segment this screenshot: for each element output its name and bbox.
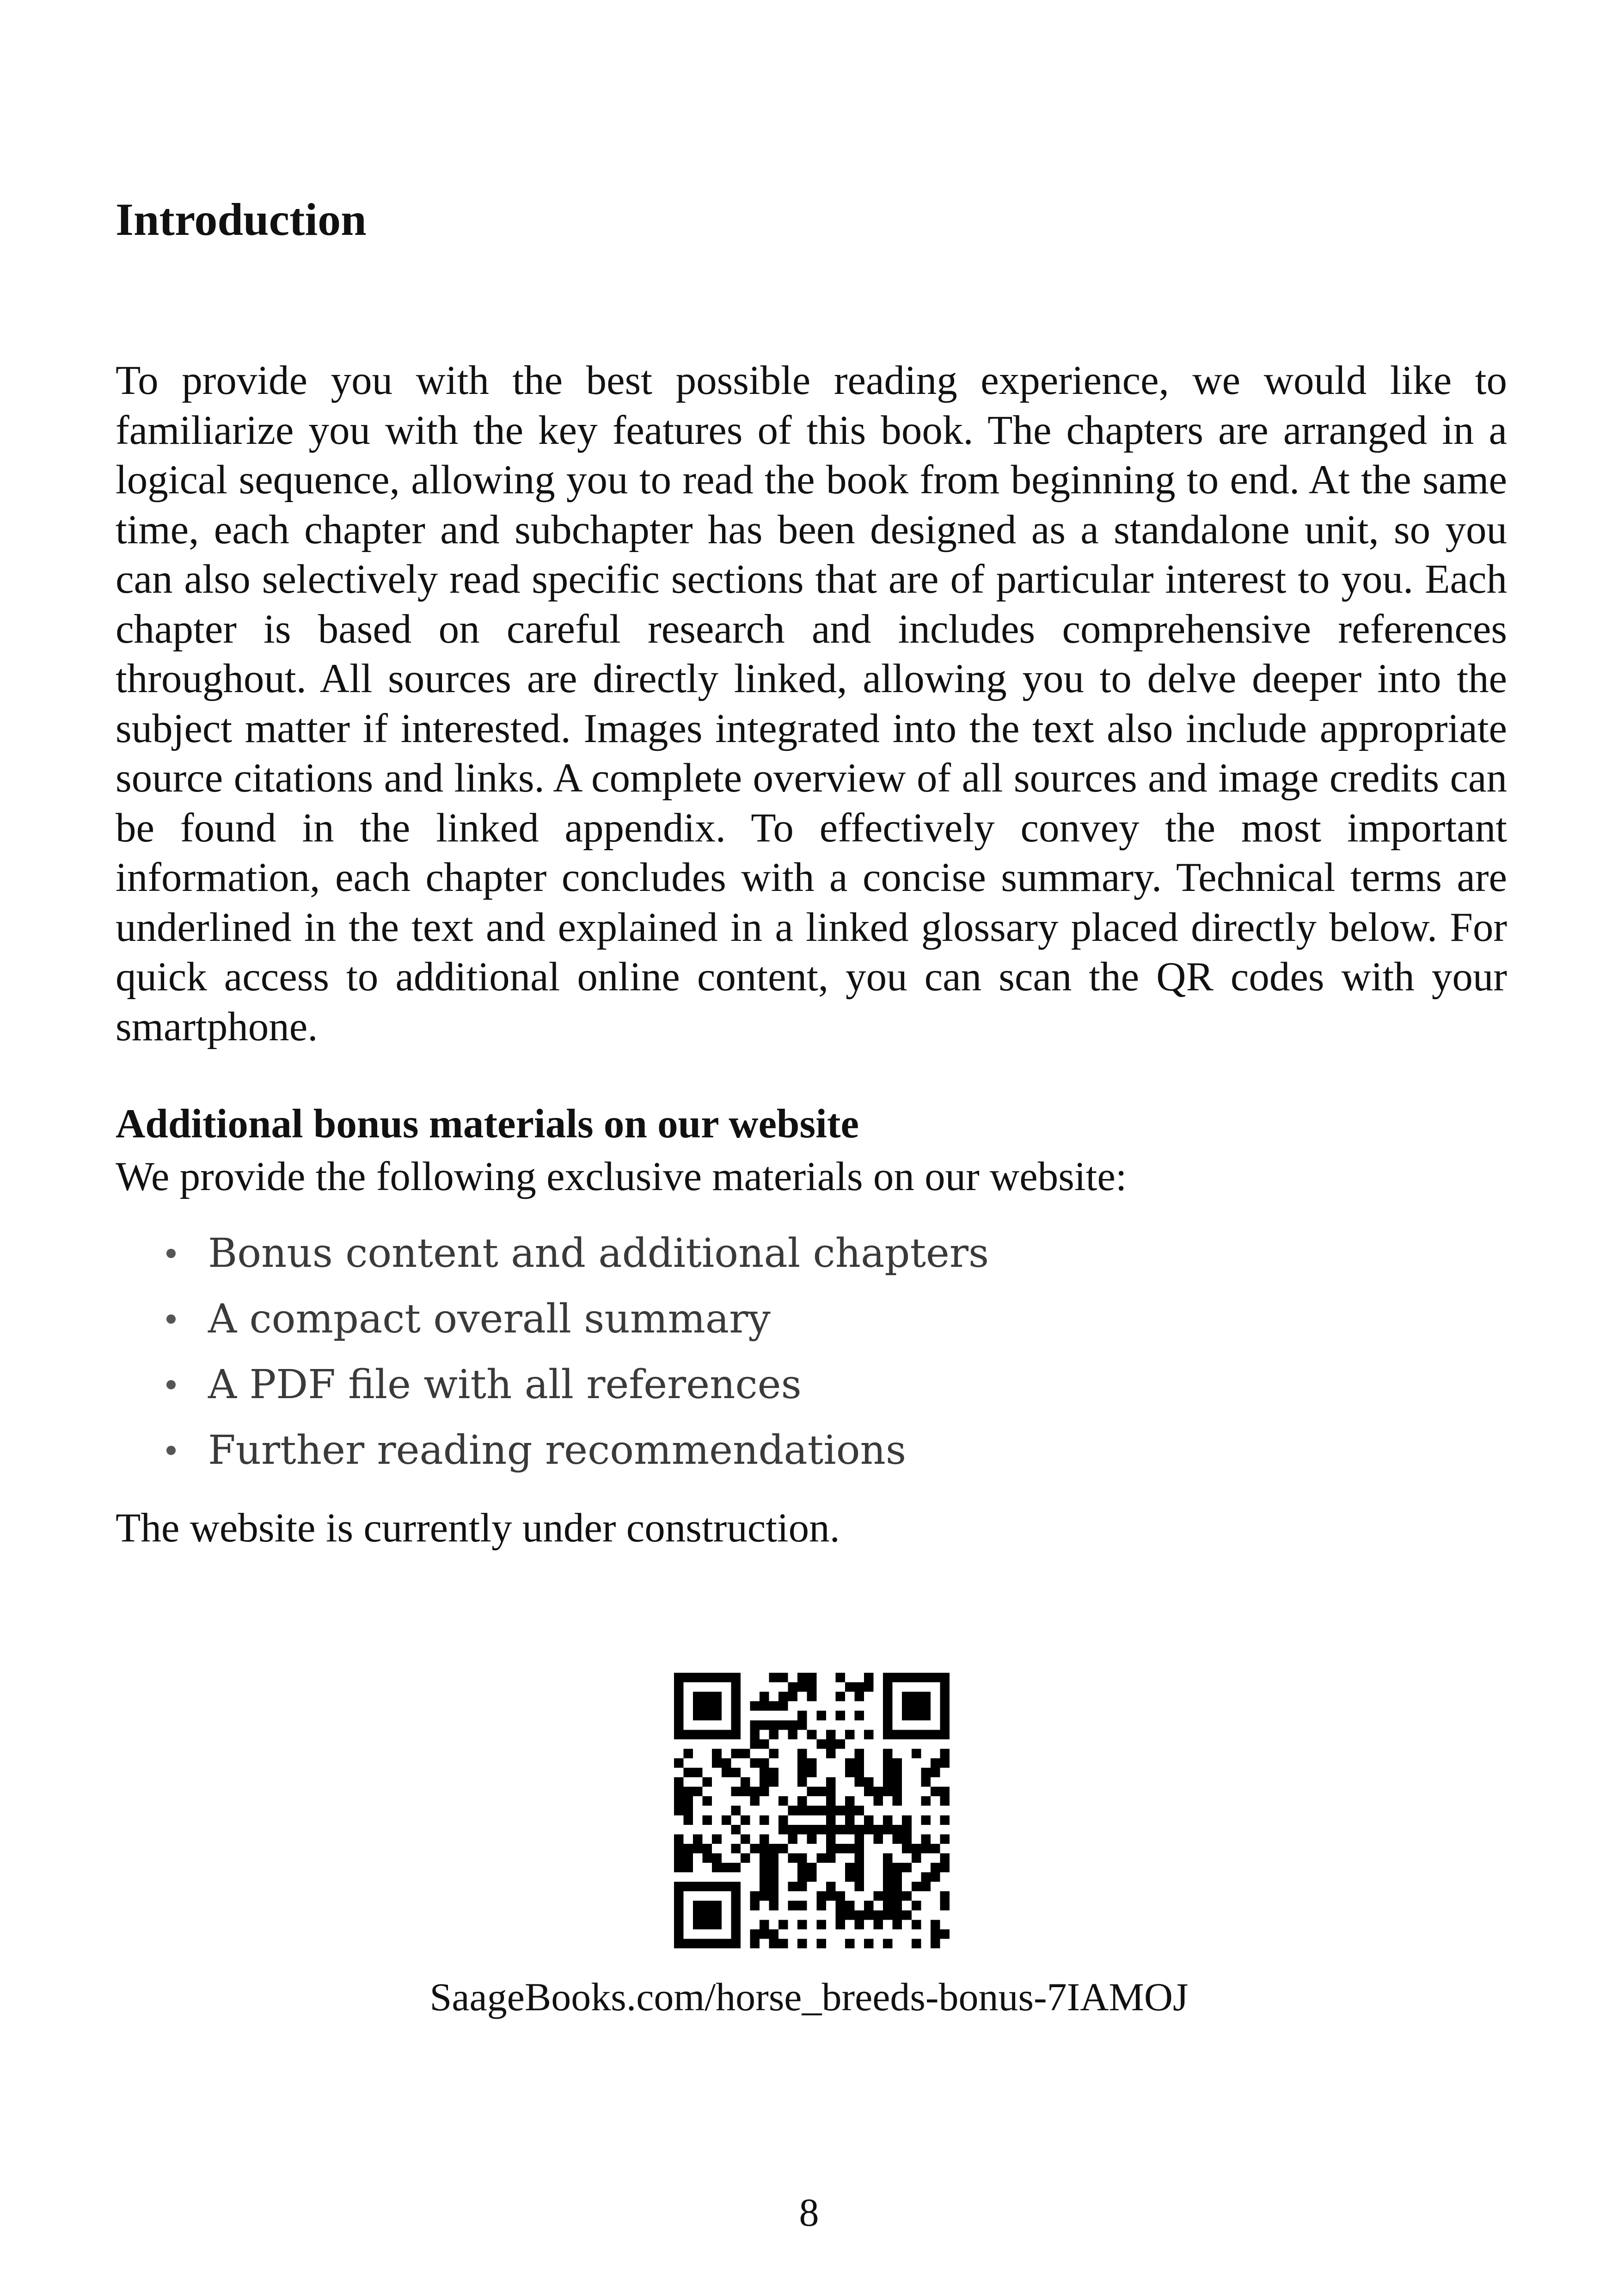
bonus-section-heading: Additional bonus materials on our website — [116, 1101, 859, 1147]
bullet-icon — [166, 1380, 176, 1389]
list-item — [116, 1418, 989, 1483]
list-item-label: Further reading recommendations — [208, 1427, 907, 1473]
bonus-intro-text: We provide the following exclusive materials on our website: — [116, 1154, 1127, 1199]
qr-code-icon[interactable] — [674, 1673, 950, 1948]
bonus-materials-list — [116, 1221, 989, 1483]
list-item-label: Bonus content and additional chapters — [208, 1230, 989, 1277]
page-number: 8 — [799, 2190, 819, 2235]
bullet-icon — [166, 1314, 176, 1324]
list-item-label: A compact overall summary — [208, 1296, 771, 1342]
bonus-url-link[interactable]: SaageBooks.com/horse_breeds-bonus-7IAMOJ — [429, 1975, 1189, 2019]
intro-paragraph: To provide you with the best possible reading experience, we would like to familiarize you with the key features of this book. The chapters are arranged in a logical sequence, allowing you to read the book from beginning to end. At the same time, each chapter and subchapter has been designed as a standalone unit, so you can also selectively read specific sections that are of particular interest to you. Each chapter is based on careful research and includes comprehensive references throughout. All sources are directly linked, allowing you to delve deeper into the subject matter if interested. Images integrated into the text also include appropriate source citations and links. A complete overview of all sources and image credits can be found in the linked appendix. To effectively convey the most important information, each chapter concludes with a concise summary. Technical terms are underlined in the text and explained in a linked glossary placed directly below. For quick access to additional online content, you can scan the QR codes with your smartphone. — [116, 358, 1507, 1050]
list-item-label: A PDF file with all references — [208, 1362, 802, 1408]
bullet-icon — [166, 1249, 176, 1258]
construction-note: The website is currently under construction. — [116, 1505, 840, 1551]
list-item — [116, 1221, 989, 1286]
list-item — [116, 1352, 989, 1418]
page-heading: Introduction — [116, 194, 367, 245]
list-item — [116, 1286, 989, 1352]
bullet-icon — [166, 1446, 176, 1455]
